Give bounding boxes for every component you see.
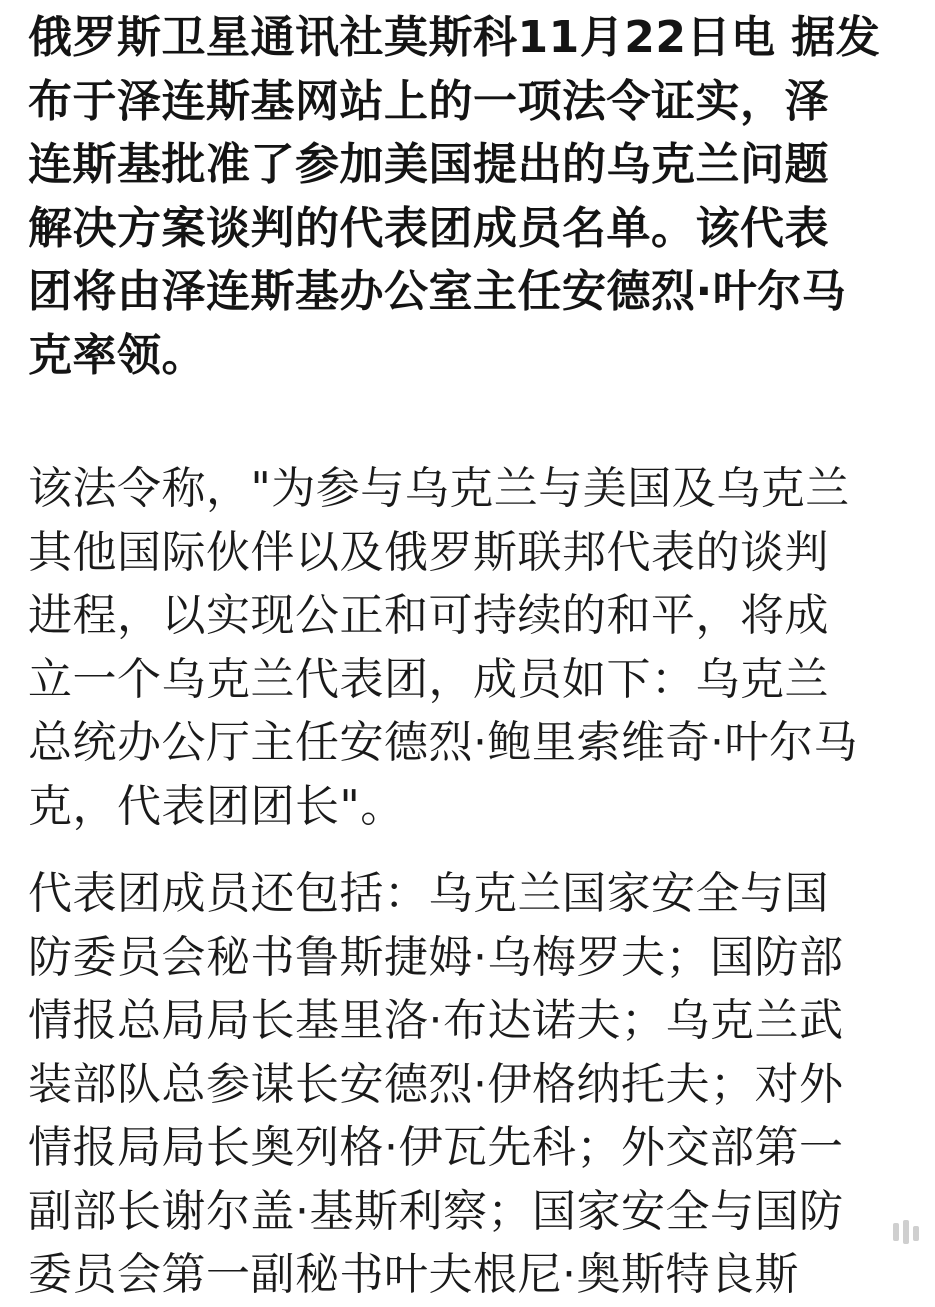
article-body <box>28 6 908 1307</box>
article-paragraph-decree: 该法令称，"为参与乌克兰与美国及乌克兰 其他国际伙伴以及俄罗斯联邦代表的谈判 进程，以实现公正和可持续的和平，将成 立一个乌克兰代表团，成员如下：乌克兰 总统办公厅主任安德烈·鲍里索维奇·叶尔马 克，代表团团长"。 <box>28 463 858 832</box>
brand-logo-icon <box>891 1217 921 1247</box>
watermark <box>887 1213 925 1251</box>
article-paragraph-members: 代表团成员还包括：乌克兰国家安全与国 防委员会秘书鲁斯捷姆·乌梅罗夫；国防部 情报总局局长基里洛·布达诺夫；乌克兰武 装部队总参谋长安德烈·伊格纳托夫；对外 情报局局长奥列格·伊瓦先科；外交部第一 副部长谢尔盖·基斯利察；国家安全与国防 委员会第一副秘书叶夫根尼·奥斯特良斯 <box>28 868 844 1300</box>
article-paragraph-lead: 俄罗斯卫星通讯社莫斯科11月22日电 据发 布于泽连斯基网站上的一项法令证实，泽 连斯基批准了参加美国提出的乌克兰问题 解决方案谈判的代表团成员名单。该代表 团将由泽连斯基办公室主任安德烈·叶尔马 克率领。 <box>28 12 881 381</box>
